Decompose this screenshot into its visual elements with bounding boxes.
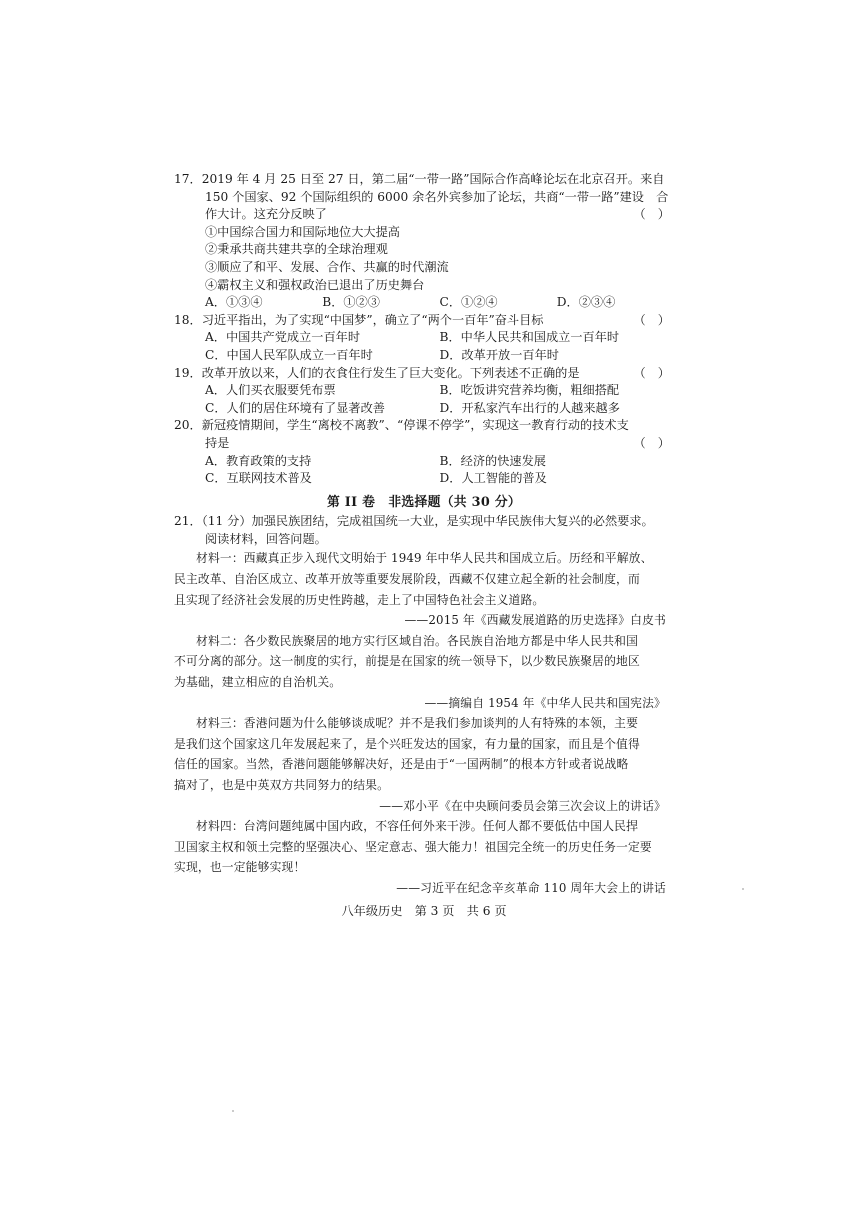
- option-a: A．教育政策的支持: [205, 453, 312, 468]
- option-a: A．中国共产党成立一百年时: [205, 330, 361, 345]
- option-d: D．开私家汽车出行的人越来越多: [439, 400, 620, 415]
- material-1-source: ——2015 年《西藏发展道路的历史选择》白皮书: [404, 613, 666, 628]
- question-17-options: [174, 294, 674, 312]
- option-c: C．互联网技术普及: [205, 471, 312, 486]
- material-2: [174, 631, 674, 713]
- question-20: [174, 417, 674, 487]
- material-4-line: 实现，也一定能够实现！: [174, 860, 306, 875]
- material-3-source: ——邓小平《在中央顾问委员会第三次会议上的讲话》: [379, 798, 666, 813]
- option-c: C．①②④: [439, 295, 498, 310]
- question-19-options-row-2: [174, 400, 674, 418]
- material-4: [174, 816, 674, 898]
- question-19: [174, 365, 674, 418]
- material-2-line: 为基础，建立相应的自治机关。: [174, 675, 342, 690]
- material-4-line: 卫国家主权和领土完整的坚强决心、坚定意志、强大能力！祖国完全统一的历史任务一定要: [174, 839, 652, 854]
- answer-bracket: （ ）: [633, 312, 670, 327]
- material-1: [174, 548, 674, 630]
- question-20-stem-end: 持是: [205, 435, 230, 450]
- statement-1: ①中国综合国力和国际地位大大提高: [205, 224, 400, 239]
- question-17-stem-end: 作大计。这充分反映了: [205, 207, 327, 222]
- statement-3: ③顺应了和平、发展、合作、共赢的时代潮流: [205, 259, 449, 274]
- question-20-line-1: 20．新冠疫情期间，学生“离校不离教”、“停课不停学”，实现这一教育行动的技术支: [174, 418, 629, 433]
- question-17-line-3: [174, 206, 674, 224]
- question-18: [174, 312, 674, 365]
- question-19-stem: [174, 365, 674, 383]
- question-18-options-row-1: [174, 329, 674, 347]
- page-content: [174, 171, 674, 920]
- material-1-line: 材料一：西藏真正步入现代文明始于 1949 年中华人民共和国成立后。历经和平解放、: [196, 551, 653, 566]
- question-21-line-2: 阅读材料，回答问题。: [205, 531, 327, 546]
- statement-2: ②秉承共商共建共享的全球治理观: [205, 242, 388, 257]
- option-b: B．中华人民共和国成立一百年时: [439, 330, 620, 345]
- question-20-options-row-2: [174, 470, 674, 488]
- scan-speck: [232, 1110, 234, 1112]
- material-2-line: 材料二：各少数民族聚居的地方实行区域自治。各民族自治地方都是中华人民共和国: [196, 633, 639, 648]
- question-19-options-row-1: [174, 382, 674, 400]
- material-3: [174, 713, 674, 816]
- scan-speck: [742, 888, 744, 890]
- material-2-line: 不可分离的部分。这一制度的实行，前提是在国家的统一领导下，以少数民族聚居的地区: [174, 654, 640, 669]
- question-17-line-2: 150 个国家、92 个国际组织的 6000 余名外宾参加了论坛，共商“一带一路”建设 合: [205, 189, 669, 204]
- option-b: B．经济的快速发展: [439, 453, 546, 468]
- material-3-line: 材料三：香港问题为什么能够谈成呢？并不是我们参加谈判的人有特殊的本领，主要: [196, 716, 639, 731]
- page-footer: 八年级历史 第 3 页 共 6 页: [341, 903, 507, 918]
- material-3-line: 是我们这个国家这几年发展起来了，是个兴旺发达的国家，有力量的国家，而且是个值得: [174, 736, 640, 751]
- option-d: D．②③④: [556, 295, 616, 310]
- option-c: C．人们的居住环境有了显著改善: [205, 400, 385, 415]
- material-3-line: 搞对了，也是中英双方共同努力的结果。: [174, 778, 390, 792]
- material-1-line: 且实现了经济社会发展的历史性跨越，走上了中国特色社会主义道路。: [174, 592, 545, 607]
- material-1-line: 民主改革、自治区成立、改革开放等重要发展阶段，西藏不仅建立起全新的社会制度，而: [174, 572, 640, 587]
- option-a: A．①③④: [205, 295, 263, 310]
- option-b: B．吃饭讲究营养均衡，粗细搭配: [439, 383, 620, 398]
- question-20-options-row-1: [174, 453, 674, 471]
- material-4-line: 材料四：台湾问题纯属中国内政，不容任何外来干涉。任何人都不要低估中国人民捍: [196, 819, 639, 834]
- option-c: C．中国人民军队成立一百年时: [205, 347, 373, 362]
- statement-4: ④霸权主义和强权政治已退出了历史舞台: [205, 277, 425, 292]
- question-17: [174, 171, 674, 312]
- answer-bracket: （ ）: [633, 207, 670, 222]
- section-2-title: 第 II 卷 非选择题（共 30 分）: [326, 494, 522, 510]
- question-21: [174, 513, 674, 898]
- question-18-stem: [174, 312, 674, 330]
- question-21-line-1: 21．（11 分）加强民族团结，完成祖国统一大业，是实现中华民族伟大复兴的必然要求。: [174, 514, 654, 529]
- question-18-text: 18．习近平指出，为了实现“中国梦”，确立了“两个一百年”奋斗目标: [174, 312, 544, 327]
- question-19-text: 19．改革开放以来，人们的衣食住行发生了巨大变化。下列表述不正确的是: [174, 365, 580, 380]
- question-20-line-2: [174, 435, 674, 453]
- option-d: D．改革开放一百年时: [439, 347, 559, 362]
- material-4-source: ——习近平在纪念辛亥革命 110 周年大会上的讲话: [396, 880, 666, 895]
- question-18-options-row-2: [174, 347, 674, 365]
- material-3-line: 信任的国家。当然，香港问题能够解决好，还是由于“一国两制”的根本方针或者说战略: [174, 757, 629, 772]
- answer-bracket: （ ）: [633, 365, 670, 380]
- option-a: A．人们买衣服要凭布票: [205, 383, 336, 398]
- answer-bracket: （ ）: [633, 435, 670, 450]
- question-17-line-1: 17．2019 年 4 月 25 日至 27 日，第二届“一带一路”国际合作高峰论坛在北京召开。来自: [174, 172, 665, 186]
- material-2-source: ——摘编自 1954 年《中华人民共和国宪法》: [424, 695, 666, 710]
- option-d: D．人工智能的普及: [439, 471, 547, 486]
- option-b: B．①②③: [322, 295, 380, 310]
